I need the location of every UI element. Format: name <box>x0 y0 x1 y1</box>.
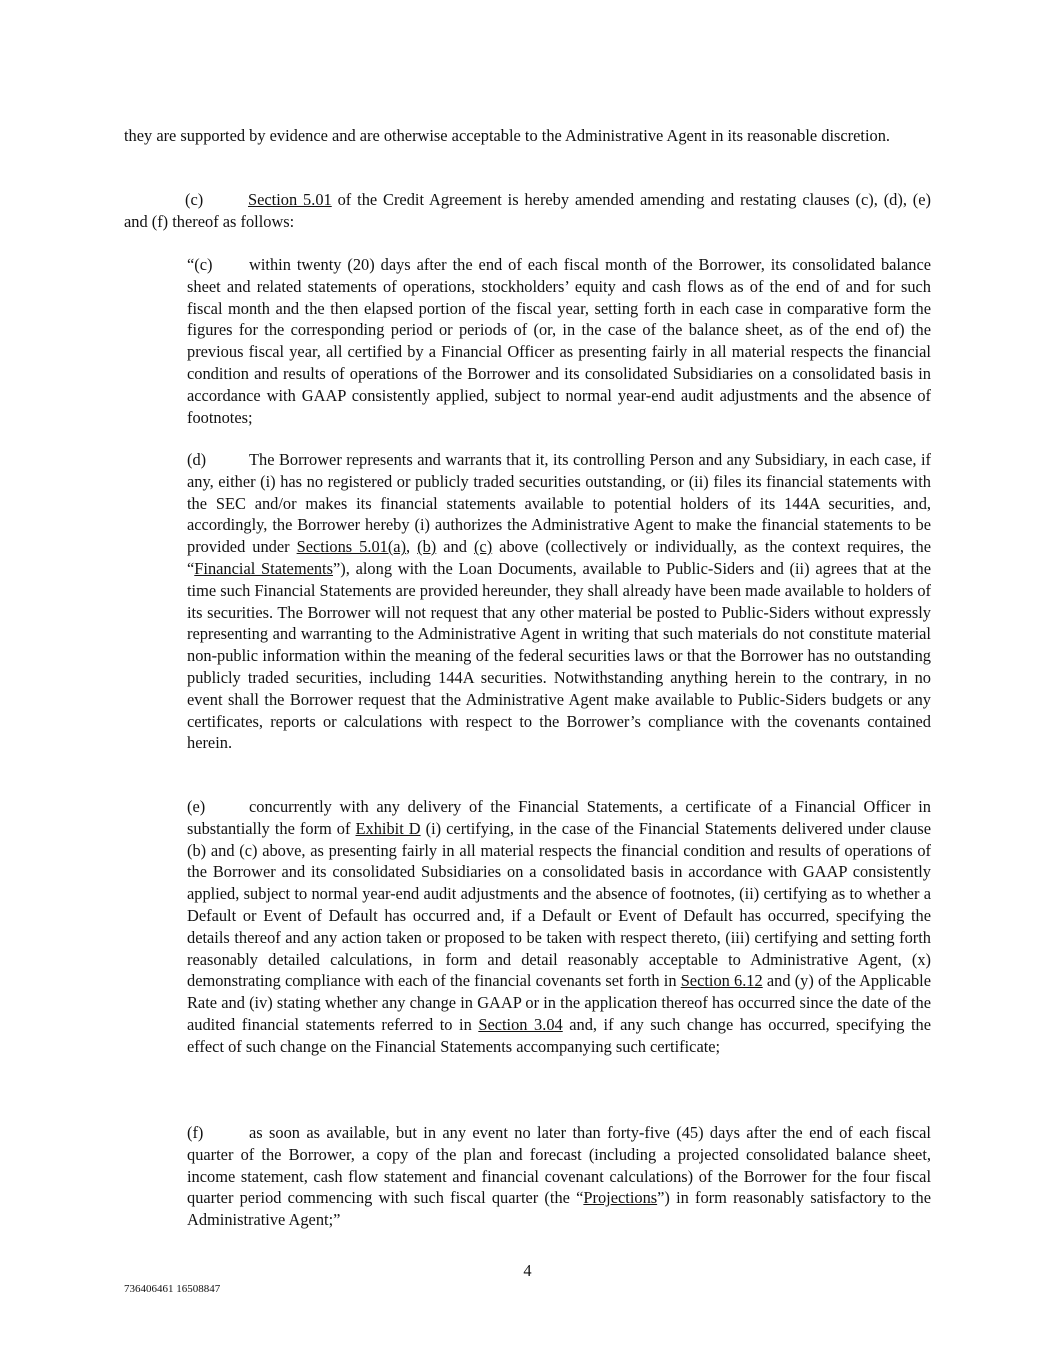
clause-f-label: (f) <box>187 1123 204 1142</box>
projections-term: Projections <box>583 1188 658 1208</box>
clause-f-text: as soon as available, but in any event no later than forty-five (45) days after the end of each fiscal quarter of the Borrower, a copy of the plan and forecast (including a projected consolidated balance sheet, income statement, cash flow statement and financial covenant calculations) of the Borrower for the four fiscal quarter period commencing with such fiscal quarter (the “ <box>187 1123 931 1208</box>
section-6-12-reference: Section 6.12 <box>680 971 763 991</box>
sections-5-01a-reference: Sections 5.01(a) <box>296 537 407 557</box>
section-c-paragraph <box>124 189 931 233</box>
clause-d-label: (d) <box>187 450 207 469</box>
clause-d-paragraph <box>187 449 931 754</box>
clause-d-text: ”), along with the Loan Documents, available to Public-Siders and (ii) agrees that at the time such Financial Statements are provided hereunder, they shall already have been made available to holders of its securities. The Borrower will not request that any other material be posted to Public-Siders without expressly representing and warranting to the Administrative Agent in writing that such materials do not constitute material non-public information within the meaning of the federal securities laws or that the Borrower has no outstanding publicly traded securities, including 144A securities. Notwithstanding anything herein to the contrary, in no event shall the Borrower request that the Administrative Agent make available to Public-Siders budgets or any certificates, reports or calculations with respect to the Borrower’s compliance with the covenants contained herein. <box>187 558 931 753</box>
clause-e-label: (e) <box>187 797 206 816</box>
clause-c-text: within twenty (20) days after the end of each fiscal month of the Borrower, its consolidated balance sheet and related statements of operations, stockholders’ equity and cash flows as of the end of and for such fiscal month and the then elapsed portion of the fiscal year, setting forth in each case in comparative form the figures for the corresponding period or periods of (or, in the case of the balance sheet, as of the end of) the previous fiscal year, all certified by a Financial Officer as presenting fairly in all material respects the financial condition and results of operations of the Borrower and its consolidated Subsidiaries on a consolidated basis in accordance with GAAP consistently applied, subject to normal year-end audit adjustments and the absence of footnotes; <box>187 255 931 427</box>
clause-d-text: The Borrower represents and warrants that it, its controlling Person and any Subsidiary, in each case, if any, either (i) has no registered or publicly traded securities outstanding, or (ii) files its financial statements with the SEC and/or makes its financial statements available to potential holders of its 144A securities, and, accordingly, the Borrower hereby (i) authorizes the Administrative Agent to make the financial statements to be provided under <box>187 450 931 557</box>
document-id: 736406461 16508847 <box>124 1283 221 1295</box>
clause-e-text: concurrently with any delivery of the Financial Statements, a certificate of a Financial Officer in substantially the form of <box>187 797 931 838</box>
clause-f-text: ”) in form reasonably satisfactory to the Administrative Agent;” <box>187 1188 931 1230</box>
clause-e-text: and (y) of the Applicable Rate and (iv) stating whether any change in GAAP or in the application thereof has occurred since the date of the audited financial statements referred to in <box>187 971 931 1034</box>
clause-d-separator: , <box>406 537 418 557</box>
section-c-label: (c) <box>185 190 204 209</box>
clause-d-text: above (collectively or individually, as the context requires, the “ <box>187 537 932 578</box>
clause-c-paragraph <box>187 254 931 428</box>
clause-b-reference: (b) <box>417 537 437 557</box>
clause-c-reference: (c) <box>473 537 493 557</box>
section-5-01-reference: Section 5.01 <box>248 190 332 209</box>
clause-c-label: “(c) <box>187 255 213 274</box>
financial-statements-term: Financial Statements <box>194 558 333 578</box>
section-c-text: of the Credit Agreement is hereby amended amending and restating clauses (c), (d), (e) and (f) thereof as follows: <box>124 190 931 231</box>
clause-d-separator: and <box>436 537 474 557</box>
clause-e-paragraph <box>187 796 931 1058</box>
intro-paragraph: they are supported by evidence and are otherwise acceptable to the Administrative Agent in its reasonable discretion. <box>124 126 890 145</box>
page-number: 4 <box>523 1261 532 1280</box>
exhibit-d-reference: Exhibit D <box>355 818 421 838</box>
clause-e-text: (i) certifying, in the case of the Financial Statements delivered under clause (b) and (c) above, as presenting fairly in all material respects the financial condition and results of operations of the Borrower and its consolidated Subsidiaries on a consolidated basis in accordance with GAAP consistently applied, subject to normal year-end audit adjustments and the absence of footnotes, (ii) certifying as to whether a Default or Event of Default has occurred and, if a Default or Event of Default has occurred, specifying the details thereof and any action taken or proposed to be taken with respect thereto, (iii) certifying and setting forth reasonably detailed calculations, in form and detail reasonably acceptable to Administrative Agent, (x) demonstrating compliance with each of the financial covenants set forth in <box>187 818 931 991</box>
section-3-04-reference: Section 3.04 <box>478 1014 563 1034</box>
clause-f-paragraph <box>187 1122 931 1231</box>
clause-e-text: and, if any such change has occurred, specifying the effect of such change on the Financial Statements accompanying such certificate; <box>187 1014 931 1056</box>
